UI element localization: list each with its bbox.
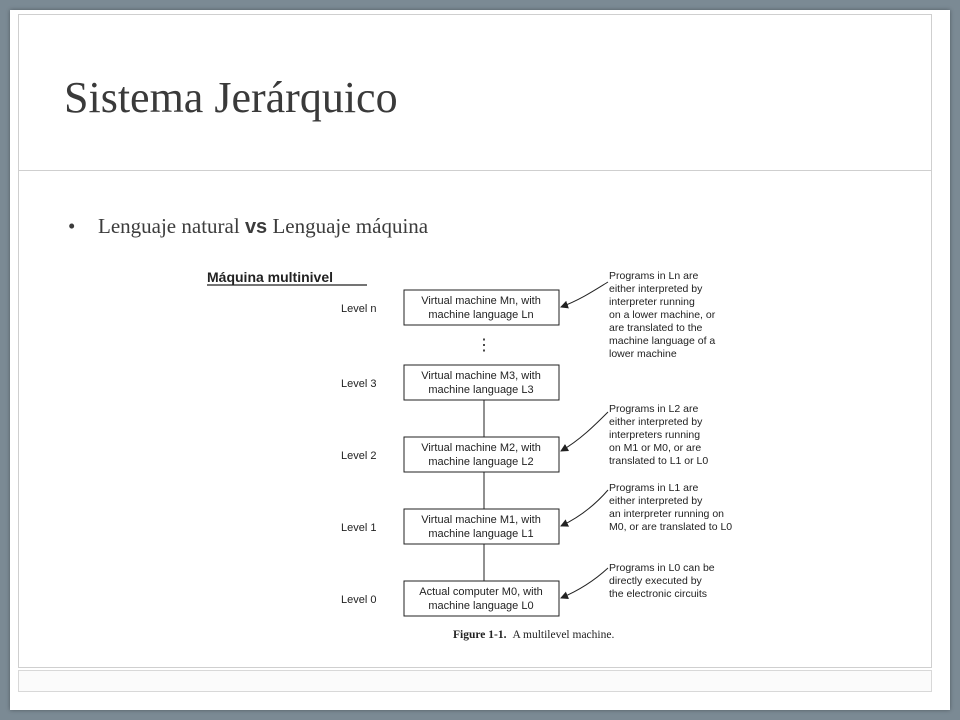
- annotation-line: either interpreted by: [609, 283, 703, 295]
- annotation-ln: [609, 270, 716, 360]
- level-box-line1: Virtual machine M3, with: [421, 370, 541, 382]
- bullet-text-after: Lenguaje máquina: [267, 214, 429, 238]
- figure-caption-label: Figure 1-1.: [453, 629, 507, 641]
- level-box-line1: Virtual machine M1, with: [421, 514, 541, 526]
- annotation-line: M0, or are translated to L0: [609, 521, 733, 533]
- level-label: Level n: [341, 303, 377, 315]
- level-label: Level 2: [341, 450, 377, 462]
- annotation-line: Programs in L1 are: [609, 482, 699, 494]
- annotation-l0: [609, 562, 715, 600]
- annotation-line: either interpreted by: [609, 416, 703, 428]
- annotation-line: the electronic circuits: [609, 588, 708, 600]
- annotation-line: Programs in Ln are: [609, 270, 699, 282]
- level-box-line2: machine language L0: [428, 600, 534, 612]
- level-label: Level 3: [341, 378, 377, 390]
- annotation-arrow: [561, 282, 608, 307]
- page-title: Sistema Jerárquico: [64, 73, 398, 122]
- annotation-line: translated to L1 or L0: [609, 455, 709, 467]
- level-box-line1: Actual computer M0, with: [419, 586, 543, 598]
- level-box-line2: machine language L2: [428, 456, 534, 468]
- annotation-line: on a lower machine, or: [609, 309, 716, 321]
- bullet-text-vs: vs: [244, 216, 268, 238]
- level-box-line2: machine language Ln: [428, 309, 534, 321]
- figure-caption-text: A multilevel machine.: [512, 629, 615, 641]
- figure-caption: [453, 629, 614, 641]
- annotation-l2: [609, 403, 708, 467]
- annotation-line: Programs in L2 are: [609, 403, 699, 415]
- annotation-line: machine language of a: [609, 335, 716, 347]
- annotation-line: interpreter running: [609, 296, 695, 308]
- level-box-line1: Virtual machine Mn, with: [421, 295, 541, 307]
- annotation-arrow: [561, 568, 608, 598]
- annotation-line: an interpreter running on: [609, 508, 724, 520]
- annotation-line: interpreters running: [609, 429, 701, 441]
- level-label: Level 0: [341, 594, 377, 606]
- annotation-arrow: [561, 490, 608, 526]
- level-box-line1: Virtual machine M2, with: [421, 442, 541, 454]
- bullet-dot: •: [68, 214, 76, 238]
- annotation-line: directly executed by: [609, 575, 702, 587]
- annotation-l1: [609, 482, 732, 533]
- annotation-line: Programs in L0 can be: [609, 562, 715, 574]
- ellipsis: ⋮: [476, 337, 492, 354]
- level-label: Level 1: [341, 522, 377, 534]
- annotation-line: on M1 or M0, or are: [609, 442, 702, 454]
- level-box-line2: machine language L1: [428, 528, 534, 540]
- annotation-arrow: [561, 412, 608, 451]
- bullet-text-before: Lenguaje natural: [98, 214, 245, 238]
- annotation-line: are translated to the: [609, 322, 703, 334]
- diagram-heading: Máquina multinivel: [207, 269, 334, 285]
- annotation-line: lower machine: [609, 348, 677, 360]
- level-box-line2: machine language L3: [428, 384, 534, 396]
- annotation-line: either interpreted by: [609, 495, 703, 507]
